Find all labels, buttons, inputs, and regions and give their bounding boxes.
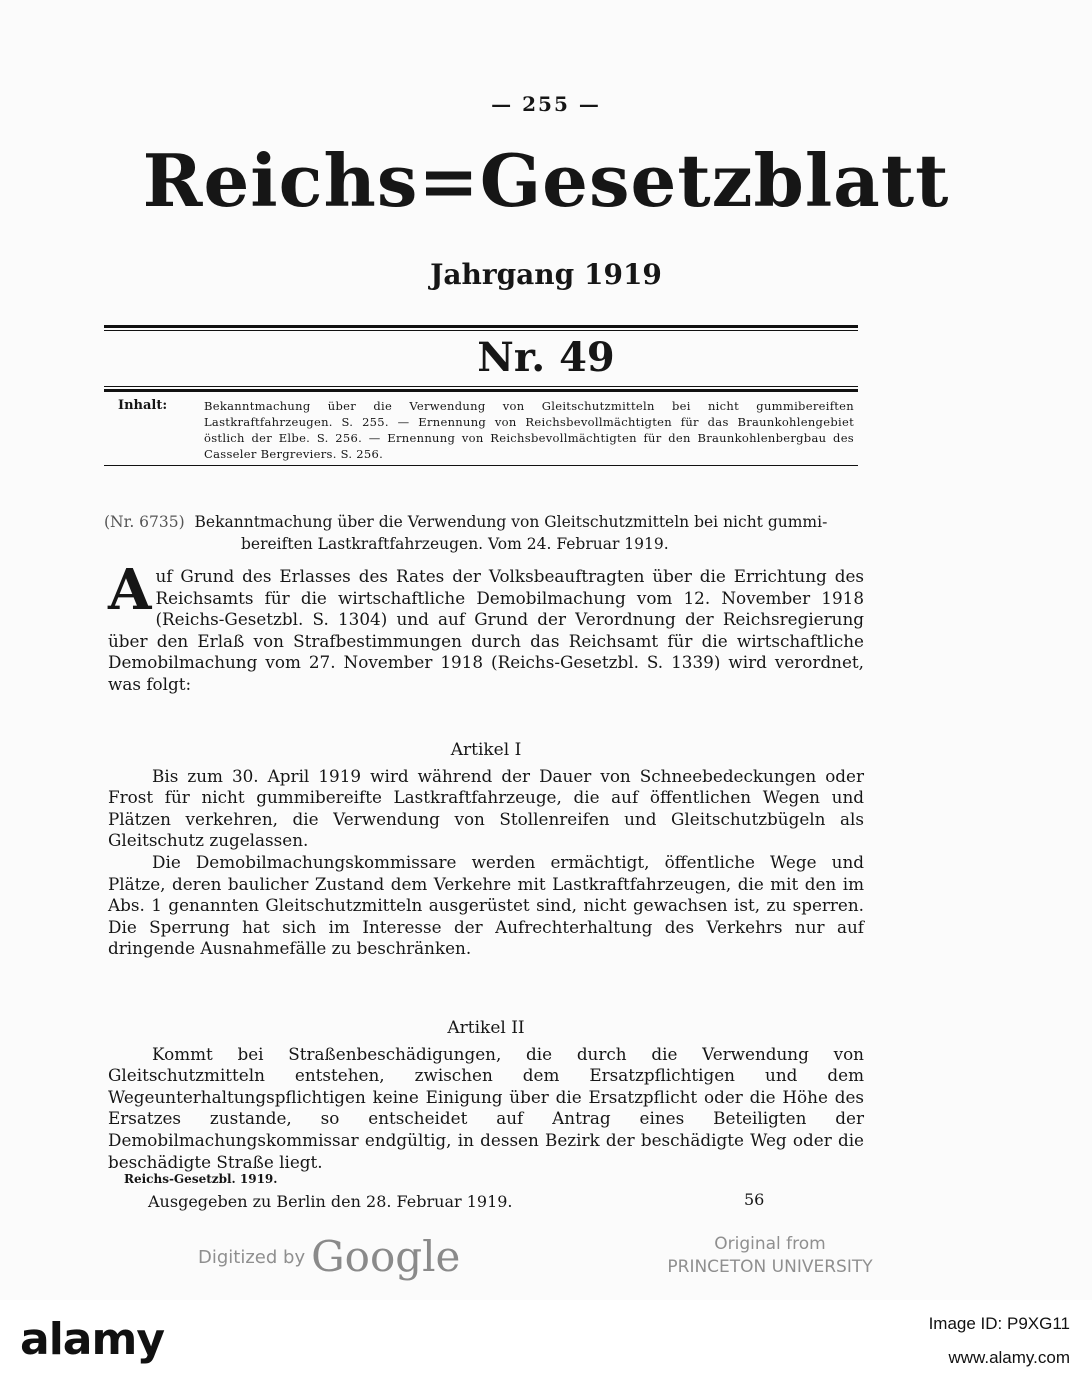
alamy-logo: alamy <box>20 1314 164 1365</box>
article-1 <box>108 734 864 960</box>
gazette-title: Reichs=Gesetzblatt <box>142 138 950 223</box>
intro-paragraph <box>108 557 864 696</box>
original-credit <box>640 1233 900 1279</box>
footer-sheet-number: 56 <box>744 1190 765 1209</box>
announcement-heading-line1: Bekanntmachung über die Verwendung von Gleitschutzmitteln bei nicht gummi- <box>194 513 828 531</box>
article-1-paragraph-2: Die Demobilmachungskommissare werden ermächtigt, öffentliche Wege und Plätze, deren baulicher Zustand dem Verkehre mit Lastkraftfahrzeugen, die mit den im Abs. 1 genannten Gleitschutzmitteln ausgerüstet sind, nicht gewachsen ist, zu sperren. Die Sperrung hat sich im Interesse der Aufrechterhaltung des Verkehrs nur auf dringende Ausnahmefälle zu beschränken. <box>108 851 864 959</box>
footer-source: Reichs-Gesetzbl. 1919. <box>124 1172 278 1186</box>
stock-banner <box>0 1300 1092 1390</box>
original-from-label: Original from <box>714 1234 826 1254</box>
digitized-credit <box>198 1232 460 1281</box>
top-rule <box>104 325 858 328</box>
contents-label: Inhalt: <box>118 398 168 413</box>
page-number: — 255 — <box>491 92 601 116</box>
stock-url[interactable]: www.alamy.com <box>948 1348 1070 1367</box>
issue-rule <box>104 389 858 392</box>
footer-issued: Ausgegeben zu Berlin den 28. Februar 1919. <box>148 1192 513 1211</box>
intro-text: uf Grund des Erlasses des Rates der Volksbeauftragten über die Errichtung des Reichsamts für die wirtschaftliche Demobilmachung vom 12. November 1918 (Reichs-Gesetzbl. S. 1304) und auf Grund der Verordnung der Reichsregierung über den Erlaß von Strafbestimmungen durch das Reichsamt für die wirtschaftliche Demobilmachung vom 27. November 1918 (Reichs-Gesetzbl. S. 1339) wird verordnet, was folgt: <box>108 566 864 694</box>
announcement-ref: (Nr. 6735) <box>104 513 185 531</box>
article-2-paragraph-1: Kommt bei Straßenbeschädigungen, die durch die Verwendung von Gleitschutzmitteln entstehen, zwischen dem Ersatzpflichtigen und dem Wegeunterhaltungspflichtigen keine Einigung über die Ersatzpflicht oder die Höhe des Ersatzes zustande, so entscheidet auf Antrag eines Beteiligten der Demobilmachungskommissar endgültig, in dessen Bezirk der beschädigte Weg oder die beschädigte Straße liegt. <box>108 1043 864 1172</box>
article-1-paragraph-1: Bis zum 30. April 1919 wird während der Dauer von Schneebedeckungen oder Frost für nicht gummibereifte Lastkraftfahrzeuge, die auf öffentlichen Wegen und Plätzen verkehren, die Verwendung von Stollenreifen und Gleitschutzbügeln als Gleitschutz zugelassen. <box>108 765 864 851</box>
image-id: Image ID: P9XG11 <box>928 1314 1070 1333</box>
gazette-year: Jahrgang 1919 <box>430 258 662 291</box>
issue-rule-thin <box>104 386 858 387</box>
digitized-by-label: Digitized by <box>198 1247 306 1268</box>
article-1-title: Artikel I <box>450 740 522 760</box>
google-logo: Google <box>311 1232 461 1281</box>
article-2-title: Artikel II <box>447 1018 525 1038</box>
contents-rule <box>104 465 858 466</box>
article-2 <box>108 1012 864 1173</box>
announcement-heading-line2: bereiften Lastkraftfahrzeugen. Vom 24. Februar 1919. <box>241 535 669 553</box>
dropcap: A <box>108 557 152 623</box>
issue-number: Nr. 49 <box>477 334 615 381</box>
original-institution: PRINCETON UNIVERSITY <box>667 1257 873 1277</box>
top-rule-thin <box>104 330 858 331</box>
contents-box <box>118 398 854 462</box>
contents-text: Bekanntmachung über die Verwendung von Gleitschutzmitteln bei nicht gummibereiften Lastkraftfahrzeugen. S. 255. — Ernennung von Reichsbevollmächtigten für das Braunkohlengebiet östlich der Elbe. S. 256. — Ernennung von Reichsbevollmächtigten für den Braunkohlenbergbau des Casseler Bergreviers. S. 256. <box>204 399 854 461</box>
announcement-heading <box>104 511 864 555</box>
